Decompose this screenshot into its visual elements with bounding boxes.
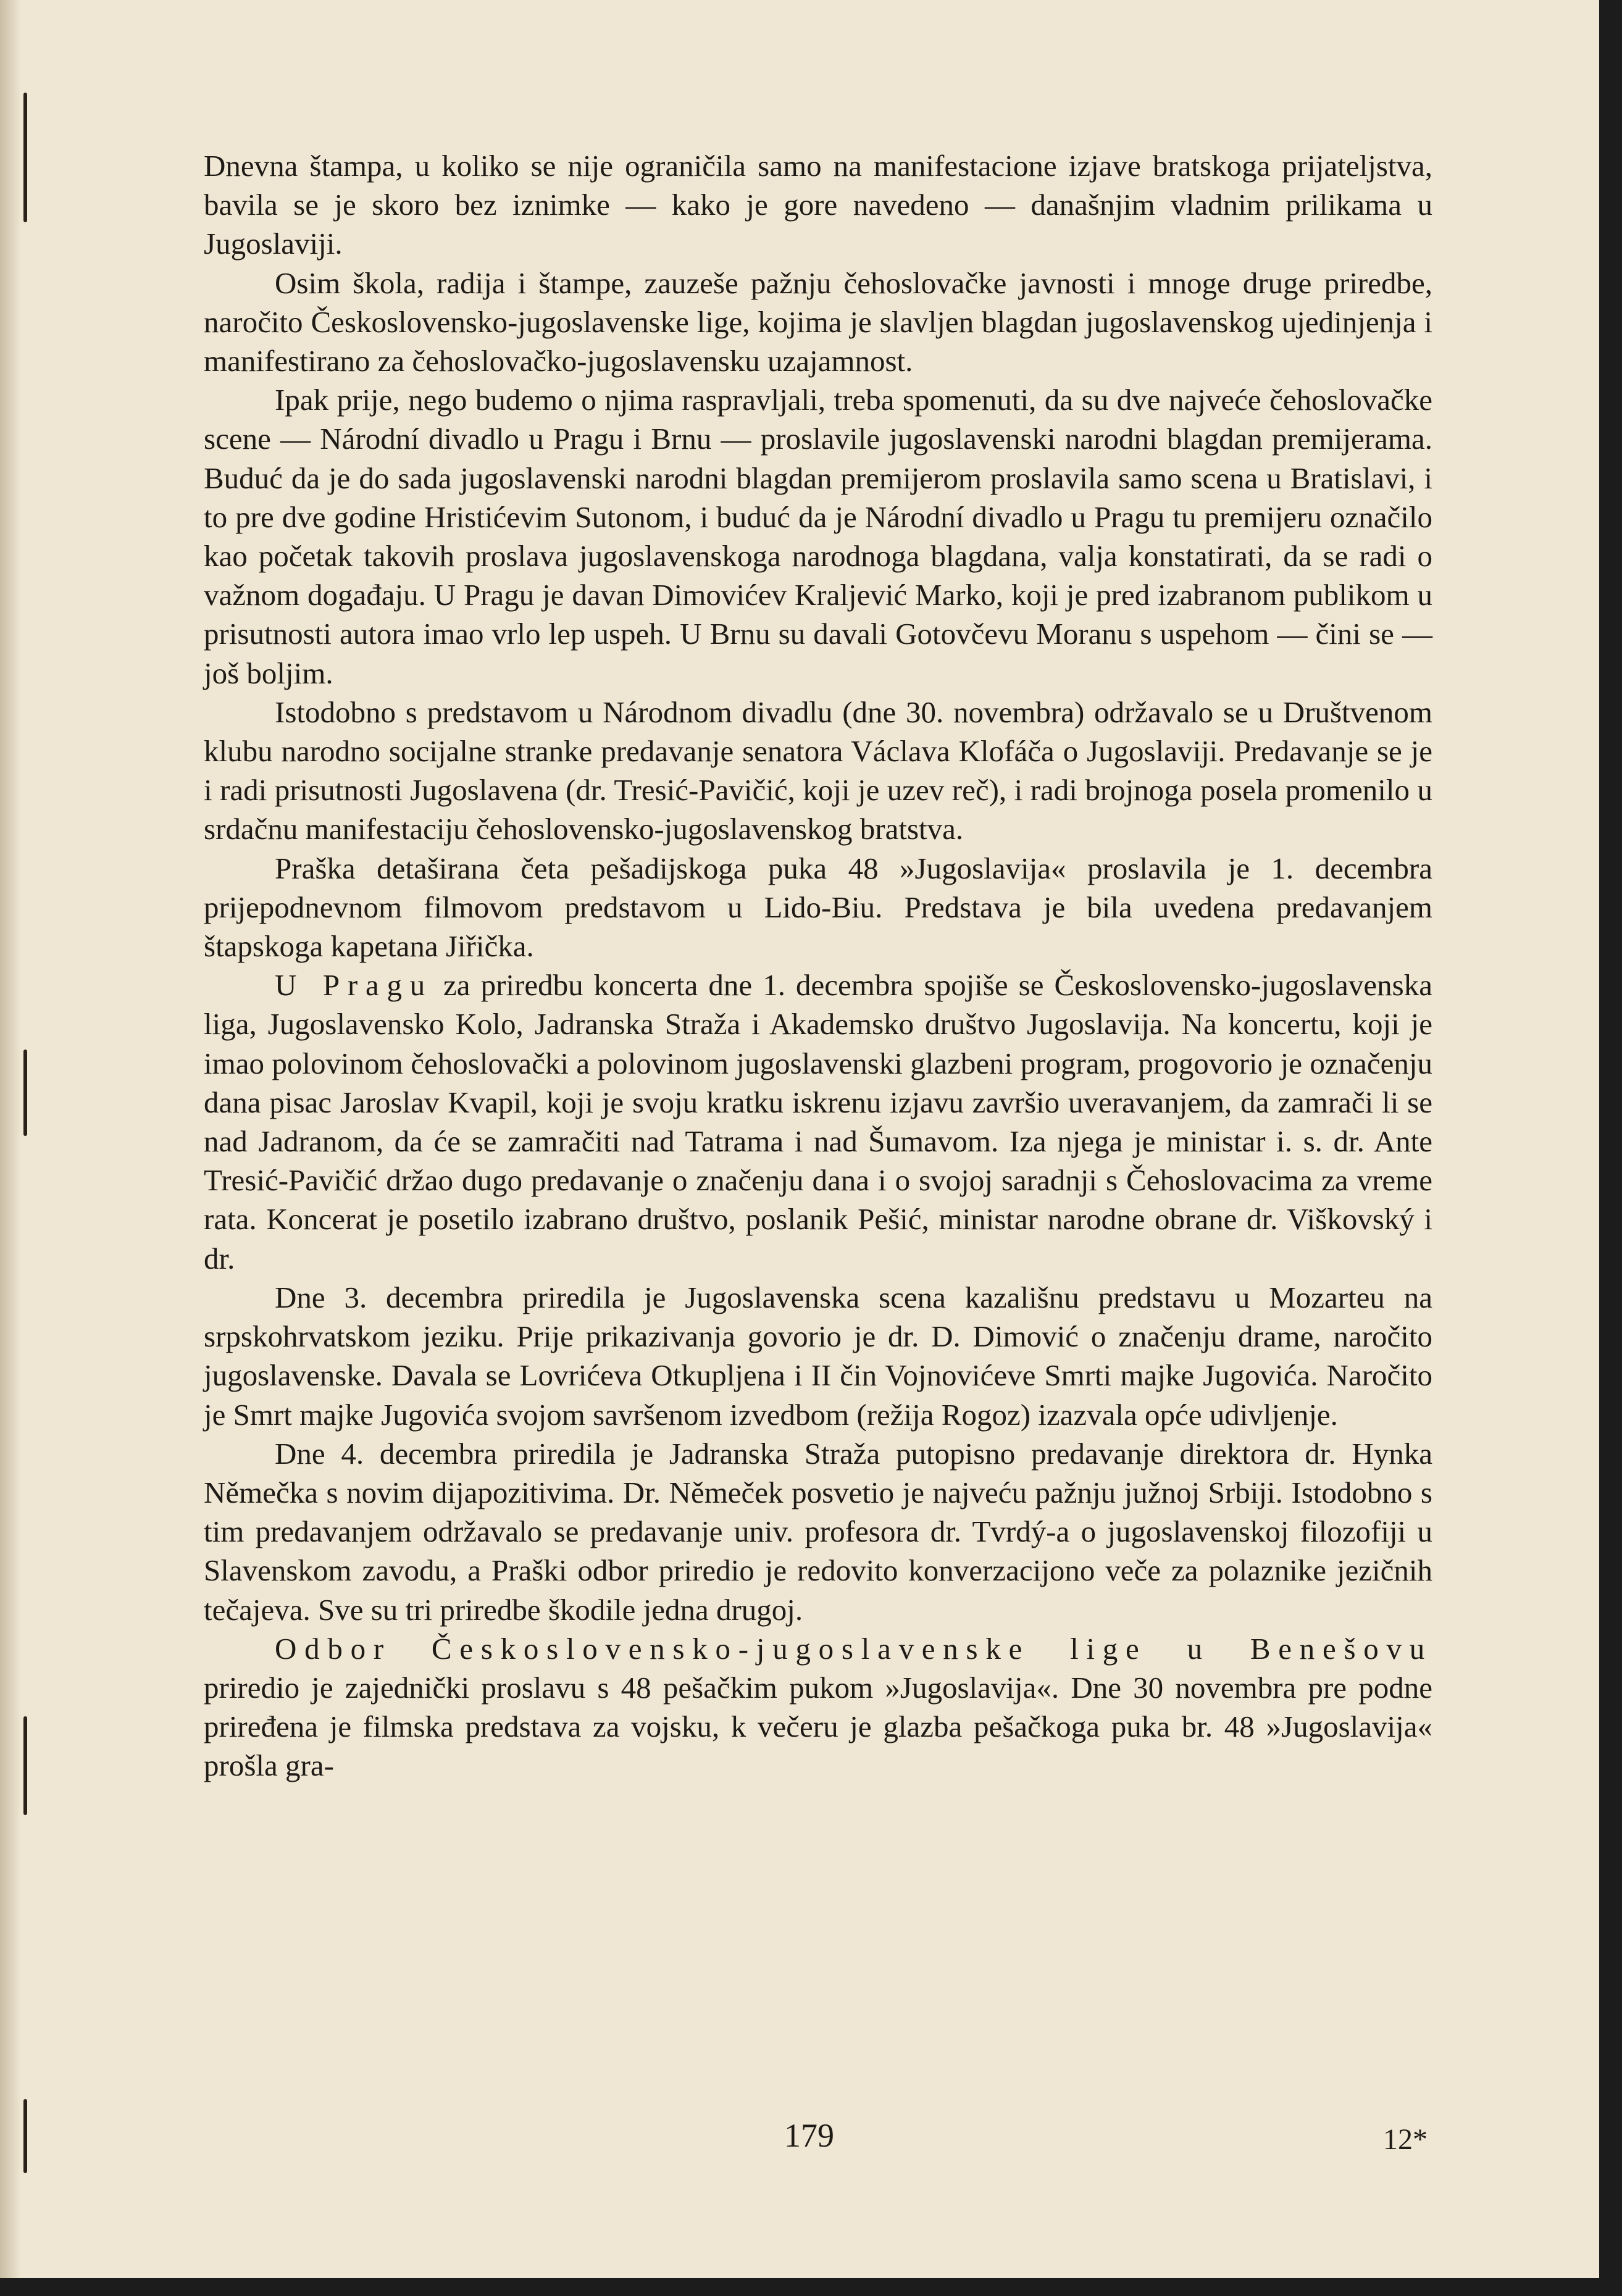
binding-thread-mark [23,1050,27,1136]
paragraph: Dnevna štampa, u koliko se nije ograničila samo na manifestacione izjave bratskoga prijateljstva, bavila se je skoro bez iznimke — kako je gore navedeno — današnjim vladnim prilikama u Jugoslaviji. [204,149,1432,261]
paragraph: Istodobno s predstavom u Národnom divadlu (dne 30. novembra) održavalo se u Društvenom klubu narodno socijalne stranke predavanje senatora Václava Klofáča o Jugoslaviji. Predavanje se je i radi prisutnosti Jugoslavena (dr. Tresić-Pavičić, koji je uzev reč), i radi brojnoga posela promenilo u srdačnu manifestaciju čehoslovensko-jugoslavenskog bratstva. [204,695,1432,846]
paragraph: Osim škola, radija i štampe, zauzeše pažnju čehoslovačke javnosti i mnoge druge priredbe, naročito Československo-jugoslavenske lige, kojima je slavljen blagdan jugoslavenskog ujedinjenja i manifestirano za čehoslovačko-jugoslavensku uzajamnost. [204,265,1432,378]
paragraph: Dne 3. decembra priredila je Jugoslavenska scena kazališnu predstavu u Mozarteu na srpskohrvatskom jeziku. Prije prikazivanja govorio je dr. D. Dimović o značenju drame, naročito jugoslavenske. Davala se Lovrićeva Otkupljena i II čin Vojnovićeve Smrti majke Jugovića. Naročito je Smrt majke Jugovića svojom savršenom izvedbom (režija Rogoz) izazvala opće udivljenje. [204,1280,1432,1432]
signature-mark: 12* [1383,2123,1428,2156]
spaced-organization-name: Odbor Československo-jugoslavenske lige u Benešovu [275,1631,1432,1666]
paragraph-benesov [204,1629,1432,1785]
paragraph-text: za priredbu koncerta dne 1. decembra spojiše se Československo-jugoslavenska liga, Jugoslavensko Kolo, Jadranska Straža i Akademsko društvo Jugoslavija. Na koncertu, koji je imao polovinom čehoslovački a polovinom jugoslavenski glazbeni program, progovorio je označenju dana pisac Jaroslav Kvapil, koji je svoju kratku iskrenu izjavu završio uveravanjem, da zamrači li se nad Jadranom, da će se zamračiti nad Tatrama i nad Šumavom. Iza njega je ministar i. s. dr. Ante Tresić-Pavičić držao dugo predavanje o značenju dana i o svojoj saradnji s Čehoslovacima za vreme rata. Koncerat je posetilo izabrano društvo, poslanik Pešić, ministar narodne obrane dr. Viškovský i dr. [204,968,1432,1275]
paragraph: Praška detaširana četa pešadijskoga puka 48 »Jugoslavija« proslavila je 1. decembra prijepodnevnom filmovom predstavom u Lido-Biu. Predstava je bila uvedena predavanjem štapskoga kapetana Jiřička. [204,851,1432,964]
binding-thread-mark [23,1716,27,1815]
paragraph: Ipak prije, nego budemo o njima raspravljali, treba spomenuti, da su dve najveće čehoslovačke scene — Národní divadlo u Pragu i Brnu — proslavile jugoslavenski narodni blagdan premijerama. Buduć da je do sada jugoslavenski narodni blagdan premijerom proslavila samo scena u Bratislavi, i to pre dve godine Hristićevim Sutonom, i buduć da je Národní divadlo u Pragu tu premijeru označilo kao početak takovih proslava jugoslavenskoga narodnoga blagdana, valja konstatirati, da se radi o važnom događaju. U Pragu je davan Dimovićev Kraljević Marko, koji je pred izabranom publikom u prisutnosti autora imao vrlo lep uspeh. U Brnu su davali Gotovčevu Moranu s uspehom — čini se — još boljim. [204,383,1432,690]
paragraph-text: priredio je zajednički proslavu s 48 pešačkim pukom »Jugoslavija«. Dne 30 novembra pre podne priređena je filmska predstava za vojsku, k večeru je glazba pešačkoga puka br. 48 »Jugoslavija« prošla gra- [204,1670,1432,1783]
binding-thread-mark [23,93,27,222]
paragraph: Dne 4. decembra priredila je Jadranska Straža putopisno predavanje direktora dr. Hynka Němečka s novim dijapozitivima. Dr. Němeček posvetio je najveću pažnju južnoj Srbiji. Istodobno s tim predavanjem održavalo se predavanje univ. profesora dr. Tvrdý-a o jugoslavenskoj filozofiji u Slavenskom zavodu, a Praški odbor priredio je redovito konverzacijono veče za polaznike jezičnih tečajeva. Sve su tri priredbe škodile jedna drugoj. [204,1436,1432,1627]
binding-edge [0,0,21,2278]
article-body [204,146,1432,1785]
paragraph-praha [204,966,1432,1278]
spaced-city-name: U Pragu [275,968,433,1003]
binding-thread-mark [23,2099,27,2173]
page-number: 179 [784,2117,834,2154]
